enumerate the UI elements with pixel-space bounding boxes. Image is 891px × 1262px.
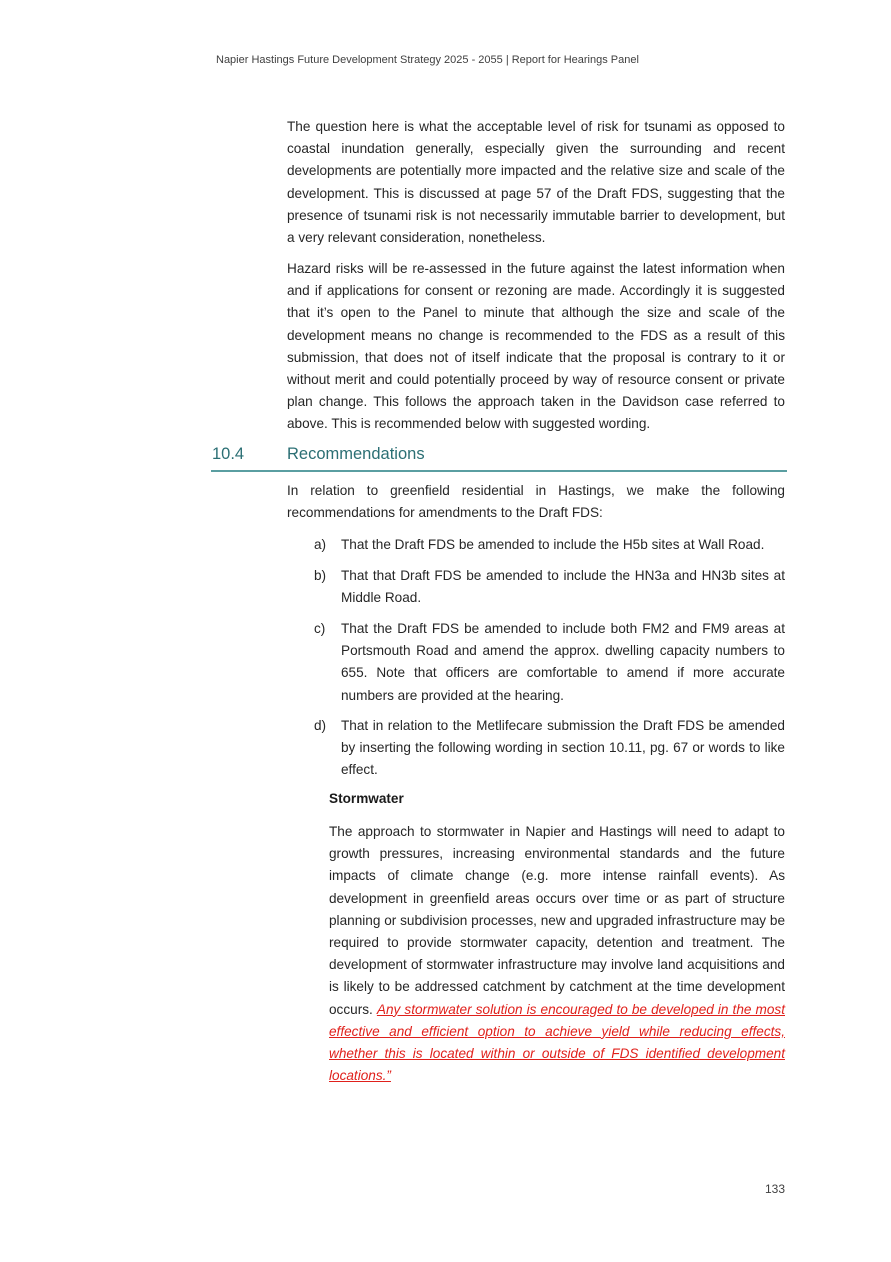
list-item-text: That that Draft FDS be amended to include the HN3a and HN3b sites at Middle Road. bbox=[341, 568, 785, 606]
paragraph-hazard-risks: Hazard risks will be re-assessed in the future against the latest information when and if applications for consent or rezoning are made. Accordingly it is suggested that it’s open to the Panel to minute that although the size and scale of the development means no change is recommended to the FDS as a result of this submission, that does not of itself indicate that the proposal is contrary to it or without merit and could potentially proceed by way of resource consent or private plan change. This follows the approach taken in the Davidson case referred to above. This is recommended below with suggested wording. bbox=[287, 261, 785, 432]
list-item bbox=[314, 618, 785, 707]
list-item-text: That in relation to the Metlifecare submission the Draft FDS be amended by inserting the following wording in section 10.11, pg. 67 or words to like effect. bbox=[341, 718, 785, 778]
list-item-text: That the Draft FDS be amended to include the H5b sites at Wall Road. bbox=[341, 537, 765, 552]
stormwater-paragraph bbox=[329, 821, 785, 1087]
list-item-text: That the Draft FDS be amended to include both FM2 and FM9 areas at Portsmouth Road and amend the approx. dwelling capacity numbers to 655. Note that officers are comfortable to amend if more accurate numbers are provided at the hearing. bbox=[341, 621, 785, 703]
list-marker: c) bbox=[314, 621, 326, 636]
paragraph-tsunami-risk: The question here is what the acceptable level of risk for tsunami as opposed to coastal inundation generally, especially given the surrounding and recent developments are potentially more impacted and the relative size and scale of the development. This is discussed at page 57 of the Draft FDS, suggesting that the presence of tsunami risk is not necessarily immutable barrier to development, but a very relevant consideration, nonetheless. bbox=[287, 119, 785, 246]
list-marker: b) bbox=[314, 568, 327, 583]
list-item bbox=[314, 715, 785, 782]
list-marker: d) bbox=[314, 718, 327, 733]
stormwater-text: The approach to stormwater in Napier and Hastings will need to adapt to growth pressures, increasing environmental standards and the future impacts of climate change (e.g. more intense rainfall events). As development in greenfield areas occurs over time or as part of structure planning or subdivision processes, new and upgraded infrastructure may be required to provide stormwater capacity, detention and treatment. The development of stormwater infrastructure may involve land acquisitions and is likely to be addressed catchment by catchment at the time development occurs. bbox=[329, 824, 785, 1017]
page-number: 133 bbox=[765, 1182, 786, 1196]
section-heading bbox=[211, 443, 787, 472]
list-marker: a) bbox=[314, 537, 327, 552]
running-header: Napier Hastings Future Development Strategy 2025 - 2055 | Report for Hearings Panel bbox=[216, 54, 639, 66]
stormwater-heading: Stormwater bbox=[329, 791, 404, 806]
section-number: 10.4 bbox=[212, 445, 245, 463]
inserted-wording: Any stormwater solution is encouraged to be developed in the most effective and efficient option to achieve yield while reducing effects, whether this is located within or outside of FDS identified development locations.” bbox=[329, 1001, 785, 1084]
recommendations-intro: In relation to greenfield residential in Hastings, we make the following recommendations for amendments to the Draft FDS: bbox=[287, 483, 785, 521]
section-title: Recommendations bbox=[287, 445, 425, 463]
list-item bbox=[314, 565, 785, 609]
list-item bbox=[314, 534, 785, 556]
